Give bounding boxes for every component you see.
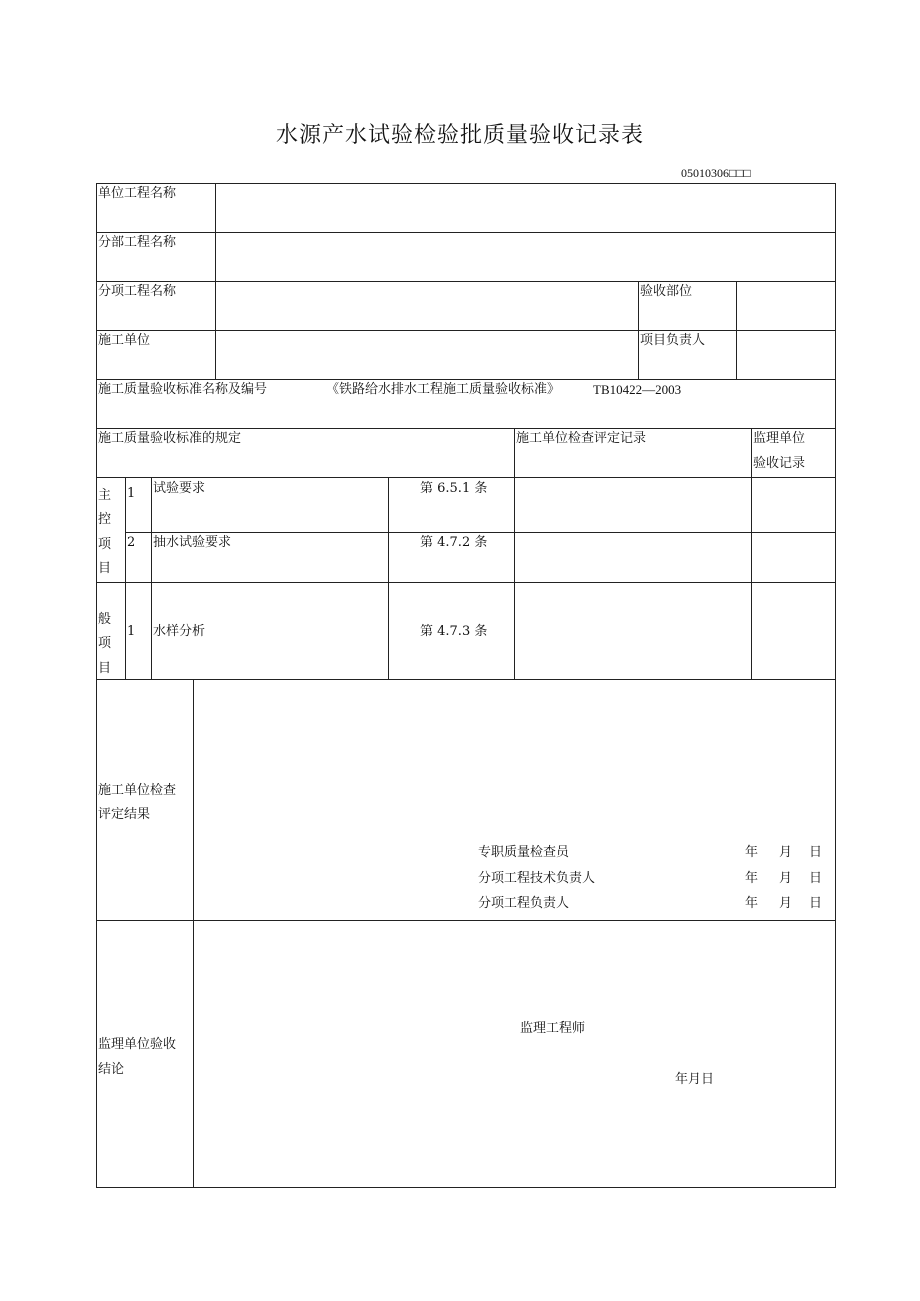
item-number: 2 [127,535,136,550]
col-rule [638,281,639,380]
signer-role: 专职质量检查员 [478,845,570,860]
item-clause: 第 6.5.1 条 [420,481,488,496]
item-number: 1 [127,624,136,639]
form-code: 05010306□□□ [681,166,751,180]
table-border-right [835,183,836,1188]
subitem-label: 分项工程名称 [98,284,177,299]
project-manager-label: 项目负责人 [640,333,706,348]
supervisor-conclusion-label: 监理单位验收 [98,1037,177,1052]
date-year: 年 [745,896,759,911]
row-rule [96,428,836,429]
col-rule [125,477,126,680]
main-control-group-label: 项 [98,537,112,552]
col-rule [193,679,194,1188]
date-year: 年 [745,845,759,860]
date-year: 年 [745,871,759,886]
col-rule [215,183,216,380]
standard-code: TB10422—2003 [593,382,682,397]
item-name: 试验要求 [153,481,206,496]
inspection-part-label: 验收部位 [640,284,693,299]
page-title: 水源产水试验检验批质量验收记录表 [275,123,644,148]
col-rule [751,428,752,680]
supervisor-conclusion-label: 结论 [98,1062,125,1077]
general-group-label: 目 [98,661,112,676]
row-rule [125,532,836,533]
col-rule [388,477,389,680]
row-rule [96,679,836,680]
general-group-label: 般 [98,612,112,627]
row-rule [96,582,836,583]
item-clause: 第 4.7.2 条 [420,535,488,550]
date-day: 日 [809,871,823,886]
general-group-label: 项 [98,636,112,651]
row-rule [96,281,836,282]
date-month: 月 [779,896,793,911]
signer-role: 分项工程负责人 [478,896,570,911]
table-border-top [96,183,836,184]
signer-role: 分项工程技术负责人 [478,871,596,886]
standard-name: 《铁路给水排水工程施工质量验收标准》 [326,382,561,397]
supervisor-engineer: 监理工程师 [520,1021,586,1036]
construction-unit-label: 施工单位 [98,333,151,348]
supervisor-record-header: 监理单位 [753,431,806,446]
main-control-group-label: 目 [98,561,112,576]
row-rule [96,920,836,921]
item-name: 水样分析 [153,624,206,639]
standard-label: 施工质量验收标准名称及编号 [98,382,268,397]
row-rule [96,330,836,331]
item-name: 抽水试验要求 [153,535,232,550]
row-rule [96,379,836,380]
date-month: 月 [779,871,793,886]
table-border-left [96,183,97,1188]
date-month: 月 [779,845,793,860]
contractor-result-label: 评定结果 [98,807,151,822]
supervisor-record-header: 验收记录 [753,456,806,471]
table-border-bottom [96,1187,836,1188]
spec-header: 施工质量验收标准的规定 [98,431,242,446]
row-rule [96,232,836,233]
contractor-result-label: 施工单位检查 [98,783,177,798]
division-label: 分部工程名称 [98,235,177,250]
date-day: 日 [809,845,823,860]
supervisor-date: 年月日 [675,1072,715,1087]
col-rule [151,477,152,680]
row-rule [96,477,836,478]
unit-project-label: 单位工程名称 [98,186,177,201]
contractor-record-header: 施工单位检查评定记录 [516,431,647,446]
col-rule [514,428,515,680]
main-control-group-label: 控 [98,512,112,527]
date-day: 日 [809,896,823,911]
main-control-group-label: 主 [98,488,112,503]
item-clause: 第 4.7.3 条 [420,624,488,639]
col-rule [736,281,737,380]
item-number: 1 [127,486,136,501]
